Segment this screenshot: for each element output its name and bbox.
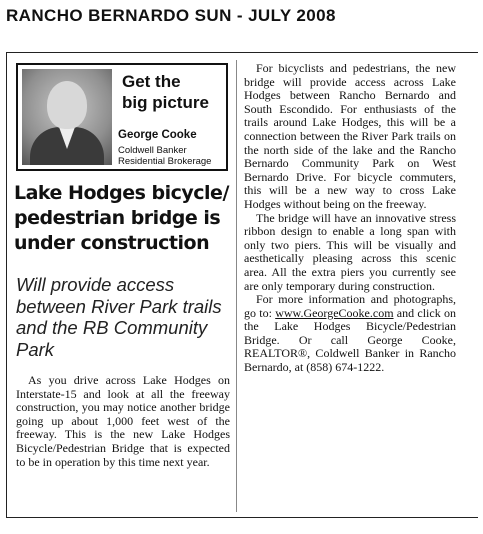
agency-line1: Coldwell Banker	[118, 145, 187, 156]
article-subhead: Will provide access between River Park trails and the RB Community Park	[16, 274, 222, 360]
author-agency	[118, 145, 211, 167]
author-photo	[22, 69, 112, 165]
author-name: George Cooke	[118, 129, 197, 141]
paragraph-3: The bridge will have an innovative stress ribbon design to enable a long span with only two piers. This will be visually and aesthetically pleasing across this scenic area. All the extra piers you currently see are only temporary during construction.	[244, 210, 456, 293]
paragraph-4-outro: and click on the Lake Hodges Bicycle/Pedestrian Bridge. Or call George Cooke, REALTOR®, Coldwell Banker in Rancho Bernardo, at (858) 674-1222.	[244, 305, 456, 375]
website-link[interactable]: www.GeorgeCooke.com	[275, 305, 394, 320]
column-title	[122, 71, 226, 113]
paragraph-1: As you drive across Lake Hodges on Interstate-15 and look at all the freeway construction, you may notice another bridge going up about 1,000 feet west of the freeway. This is the new Lake Hodges Bicycle/Pedestrian Bridge that is expected to be in operation by this time next year.	[16, 373, 230, 469]
column-title-line1: Get the	[122, 72, 181, 91]
top-rule	[6, 52, 478, 53]
left-rule	[6, 52, 7, 518]
article-headline: Lake Hodges bicycle/ pedestrian bridge is under construction	[14, 182, 229, 254]
paragraph-2: For bicyclists and pedestrians, the new bridge will provide access across Lake Hodges between Rancho Bernardo and South Escondido. For enthusiasts of the trails around Lake Hodges, this will be a connection between the River Park trails on the north side of the lake and the Rancho Bernardo Community Park on West Bernardo Drive. For bicycle commuters, this will be a new way to cross Lake Hodges without being on the freeway.	[244, 61, 456, 211]
article-body-left	[16, 374, 230, 469]
column-divider	[236, 60, 237, 512]
paragraph-4-intro: For more information and photographs, go to:	[244, 292, 456, 320]
column-title-line2: big picture	[122, 93, 209, 112]
bottom-rule	[6, 517, 478, 518]
paragraph-4	[244, 293, 456, 375]
agency-line2: Residential Brokerage	[118, 156, 212, 167]
masthead: RANCHO BERNARDO SUN - JULY 2008	[6, 6, 336, 25]
article-body-right	[244, 62, 456, 375]
column-header-box	[16, 63, 228, 171]
